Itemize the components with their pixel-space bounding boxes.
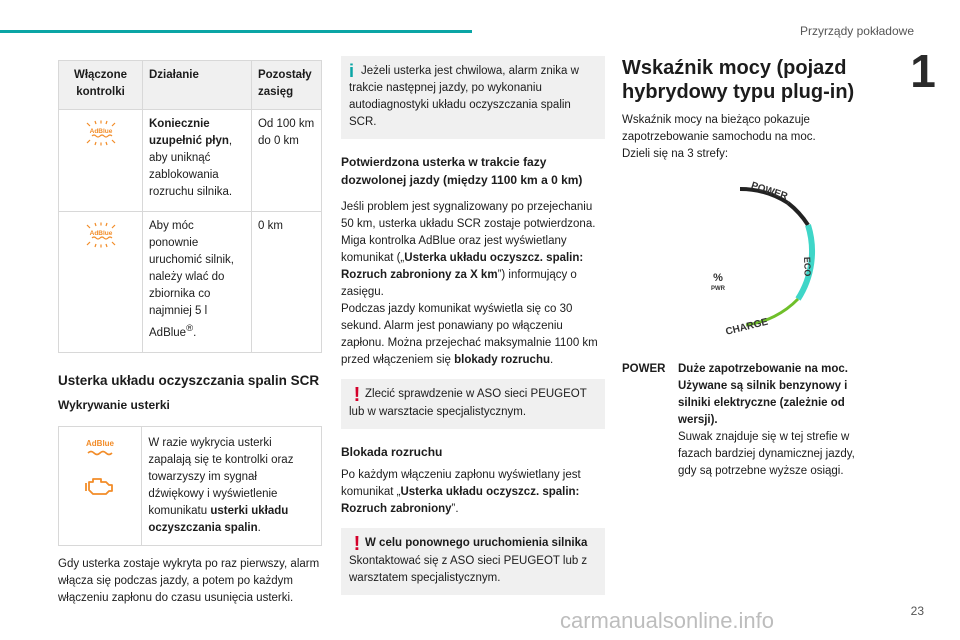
adblue-warning-icon-cell bbox=[59, 110, 143, 212]
gauge-label-eco: ECO bbox=[802, 256, 813, 277]
power-gauge-graphic bbox=[622, 173, 862, 345]
adblue-warning-table bbox=[58, 60, 322, 353]
power-zone-key: POWER bbox=[622, 363, 666, 375]
table-header-row bbox=[59, 61, 322, 110]
gauge-pwr-label: PWR bbox=[711, 286, 725, 292]
col-header-lights: Włączone kontrolki bbox=[59, 61, 143, 110]
page-header-title: Przyrządy pokładowe bbox=[799, 24, 914, 38]
info-icon: i bbox=[349, 61, 355, 81]
start-block-paragraph: Po każdym włączeniu zapłonu wyświetlany jest komunikat „Usterka układu oczyszcz. spalin: Rozruch zabroniony”. bbox=[341, 469, 581, 515]
confirmed-fault-heading: Potwierdzona usterka w trakcie fazy dozwolonej jazdy (między 1100 km a 0 km) bbox=[341, 155, 583, 187]
table-row bbox=[59, 110, 322, 212]
power-meter-zones: Dzieli się na 3 strefy: bbox=[622, 148, 729, 160]
svg-text:AdBlue: AdBlue bbox=[89, 230, 112, 237]
fault-detection-heading: Wykrywanie usterki bbox=[58, 397, 170, 412]
adblue-icon bbox=[83, 437, 117, 459]
restart-warning-text: Skontaktować się z ASO sieci PEUGEOT lub z warsztatem specjalistycznym. bbox=[349, 555, 588, 584]
power-gauge bbox=[622, 173, 862, 345]
column-middle bbox=[341, 56, 605, 595]
adblue-flashing-icon bbox=[84, 120, 118, 146]
watermark: carmanualsonline.info bbox=[560, 608, 775, 633]
adblue-warning-icon-cell bbox=[59, 212, 143, 353]
row1-action: Koniecznie uzupełnić płyn, aby uniknąć zablokowania rozruchu silnika. bbox=[143, 110, 252, 212]
scr-fault-heading: Usterka układu oczyszczania spalin SCR bbox=[58, 372, 320, 388]
fault-detection-text: W razie wykrycia usterki zapalają się te kontrolki oraz towarzyszy im sygnał dźwiękowy i wyświetlenie komunikatu usterki układu oczyszczania spalin. bbox=[148, 436, 294, 534]
page-number: 23 bbox=[910, 604, 924, 618]
adblue-flashing-icon bbox=[84, 222, 118, 248]
svg-text:AdBlue: AdBlue bbox=[89, 128, 112, 135]
column-right bbox=[622, 56, 862, 480]
warning-exclamation-icon: ! bbox=[353, 533, 361, 555]
service-warning-text: Zlecić sprawdzenie w ASO sieci PEUGEOT lub w warsztacie specjalistycznym. bbox=[349, 388, 587, 418]
row2-range: 0 km bbox=[251, 212, 321, 353]
chapter-number: 1 bbox=[910, 45, 936, 97]
temporary-fault-info-box bbox=[341, 56, 605, 139]
gauge-label-charge: CHARGE bbox=[724, 316, 770, 338]
warning-exclamation-icon: ! bbox=[353, 384, 361, 406]
row1-range: Od 100 km do 0 km bbox=[251, 110, 321, 212]
power-zone-text: Duże zapotrzebowanie na moc. Używane są silnik benzynowy i silniki elektryczne (zależnie od wersji). Suwak znajduje się w tej strefie w fazach bardziej dynamicznej jazdy, gdy są potrzebne wyższe osiągi. bbox=[678, 363, 855, 477]
restart-warning-title: W celu ponownego uruchomienia silnika bbox=[365, 537, 588, 549]
power-meter-intro: Wskaźnik mocy na bieżąco pokazuje zapotrzebowanie samochodu na moc. bbox=[622, 114, 816, 143]
col-header-range: Pozostały zasięg bbox=[251, 61, 321, 110]
gauge-power-zone-2 bbox=[788, 203, 808, 225]
service-warning-box bbox=[341, 379, 605, 429]
restart-warning-box bbox=[341, 528, 605, 595]
engine-warning-icon bbox=[85, 474, 115, 498]
col-header-action: Działanie bbox=[143, 61, 252, 110]
power-meter-title: Wskaźnik mocy (pojazd hybrydowy typu plug-in) bbox=[622, 57, 855, 103]
row2-action: Aby móc ponownie uruchomić silnik, należy wlać do zbiornika co najmniej 5 l AdBlue®. bbox=[143, 212, 252, 353]
temporary-fault-text: Jeżeli usterka jest chwilowa, alarm znika w trakcie następnej jazdy, po wykonaniu autodiagnostyki układu oczyszczania spalin SCR. bbox=[349, 65, 579, 128]
fault-icons-cell bbox=[59, 427, 142, 545]
power-zone-description bbox=[622, 361, 862, 480]
svg-text:AdBlue: AdBlue bbox=[86, 438, 115, 448]
column-left bbox=[58, 60, 322, 607]
top-accent-bar bbox=[0, 30, 472, 33]
fault-detection-box bbox=[58, 426, 322, 546]
confirmed-fault-paragraph: Jeśli problem jest sygnalizowany po przejechaniu 50 km, usterka układu SCR zostaje potwierdzona. Miga kontrolka AdBlue oraz jest wyświetlany komunikat („Usterka układu oczyszcz. spalin: Rozruch zabroniony za X km”) informujący o zasięgu. Podczas jazdy komunikat wyświetla się co 30 sekund. Alarm jest ponawiany po włączeniu zapłonu. Można przejechać maksymalnie 1100 km przed włączeniem się blokady rozruchu. bbox=[341, 201, 598, 366]
gauge-label-power: POWER bbox=[749, 180, 789, 203]
start-block-heading: Blokada rozruchu bbox=[341, 445, 443, 459]
table-row bbox=[59, 212, 322, 353]
gauge-percent-symbol: % bbox=[713, 272, 723, 284]
first-detection-paragraph: Gdy usterka zostaje wykryta po raz pierwszy, alarm włącza się podczas jazdy, a potem po każdym włączeniu zapłonu do czasu usunięcia usterki. bbox=[58, 557, 320, 604]
